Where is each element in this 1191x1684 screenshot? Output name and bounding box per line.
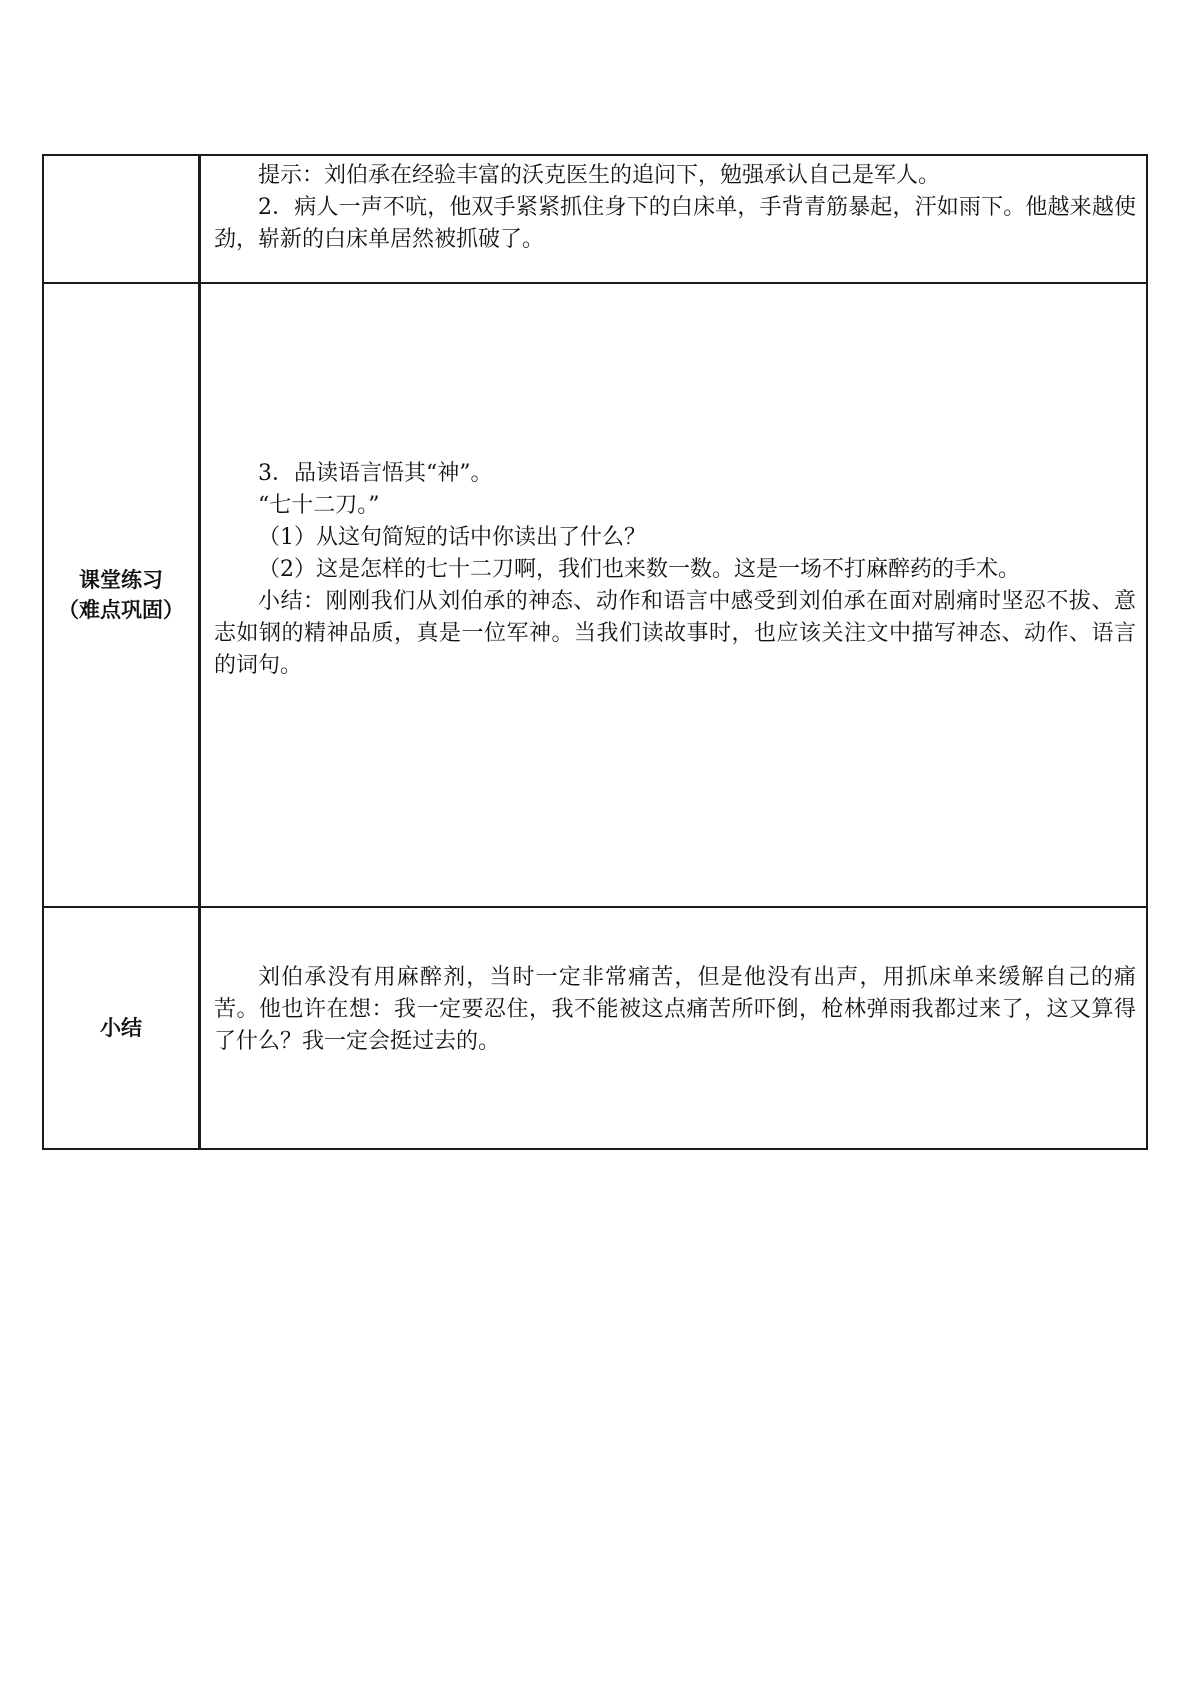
- row-label-title: 课堂练习: [79, 568, 163, 592]
- row-label-cell: [43, 283, 200, 907]
- paragraph-question-1: （1）从这句简短的话中你读出了什么？: [258, 525, 646, 550]
- table-row: [43, 283, 1147, 907]
- paragraph-point-2: 2．病人一声不吭，他双手紧紧抓住身下的白床单，手背青筋暴起，汗如雨下。他越来越使劲，崭新的白床单居然被抓破了。: [214, 195, 1136, 252]
- paragraph-quote: “七十二刀。”: [258, 493, 380, 518]
- row-label-cell: [43, 155, 200, 283]
- paragraph-conclusion: 刘伯承没有用麻醉剂，当时一定非常痛苦，但是他没有出声，用抓床单来缓解自己的痛苦。他也许在想：我一定要忍住，我不能被这点痛苦所吓倒，枪林弹雨我都过来了，这又算得了什么？我一定会挺过去的。: [214, 965, 1136, 1054]
- row-content-cell: [200, 907, 1148, 1149]
- row-label-title: 小结: [100, 1016, 142, 1040]
- lesson-table: [42, 154, 1148, 1150]
- paragraph-point-3: 3．品读语言悟其“神”。: [258, 461, 493, 486]
- row-label-subtitle: （难点巩固）: [58, 598, 184, 622]
- row-label-cell: [43, 907, 200, 1149]
- paragraph-question-2: （2）这是怎样的七十二刀啊，我们也来数一数。这是一场不打麻醉药的手术。: [258, 557, 1020, 582]
- content-block: [201, 908, 1146, 1058]
- content-block: [201, 156, 1146, 256]
- table-row: [43, 155, 1147, 283]
- row-content-cell: [200, 283, 1148, 907]
- row-content-cell: [200, 155, 1148, 283]
- paragraph-summary: 小结：刚刚我们从刘伯承的神态、动作和语言中感受到刘伯承在面对剧痛时坚忍不拔、意志如钢的精神品质，真是一位军神。当我们读故事时，也应该关注文中描写神态、动作、语言的词句。: [214, 589, 1136, 678]
- table-row: [43, 907, 1147, 1149]
- paragraph-hint: 提示：刘伯承在经验丰富的沃克医生的追问下，勉强承认自己是军人。: [258, 163, 941, 188]
- content-block: [201, 284, 1146, 682]
